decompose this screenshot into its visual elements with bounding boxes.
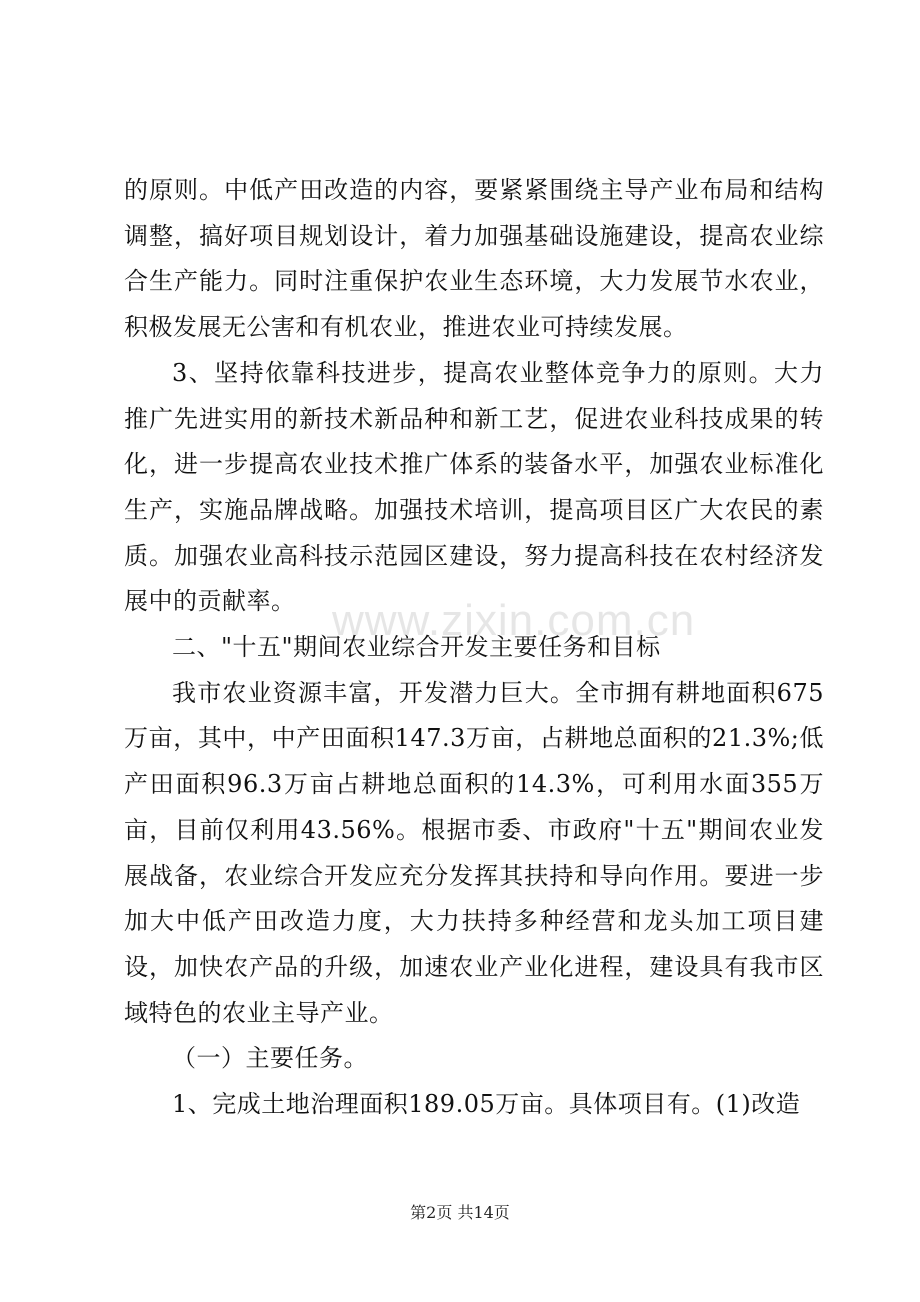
section-heading-tasks-goals: 二、"十五"期间农业综合开发主要任务和目标 (172, 633, 661, 662)
paragraph-resources: 我市农业资源丰富，开发潜力巨大。全市拥有耕地面积675万亩，其中，中产田面积147.3万亩，占耕地总面积的21.3%;低产田面积96.3万亩占耕地总面积的14.3%，可利用水面355万亩，目前仅利用43.56%。根据市委、市政府"十五"期间农业发展战备，农业综合开发应充分发挥其扶持和导向作用。要进一步加大中低产田改造力度，大力扶持多种经营和龙头加工项目建设，加快农产品的升级，加速农业产业化进程，建设具有我市区域特色的农业主导产业。 (124, 678, 824, 1027)
document-body (124, 168, 824, 1128)
subheading-main-tasks: （一）主要任务。 (172, 1044, 368, 1073)
paragraph-continuation: 的原则。中低产田改造的内容，要紧紧围绕主导产业布局和结构调整，搞好项目规划设计，着力加强基础设施建设，提高农业综合生产能力。同时注重保护农业生态环境，大力发展节水农业，积极发展无公害和有机农业，推进农业可持续发展。 (124, 176, 824, 342)
paragraph-principle-3: 3、坚持依靠科技进步，提高农业整体竞争力的原则。大力推广先进实用的新技术新品种和新工艺，促进农业科技成果的转化，进一步提高农业技术推广体系的装备水平，加强农业标准化生产，实施品牌战略。加强技术培训，提高项目区广大农民的素质。加强农业高科技示范园区建设，努力提高科技在农村经济发展中的贡献率。 (124, 358, 824, 616)
watermark: www.zixin.com.cn (332, 596, 696, 645)
paragraph-task-1: 1、完成土地治理面积189.05万亩。具体项目有。(1)改造 (172, 1090, 801, 1119)
page-number-footer: 第2页 共14页 (410, 1203, 510, 1222)
